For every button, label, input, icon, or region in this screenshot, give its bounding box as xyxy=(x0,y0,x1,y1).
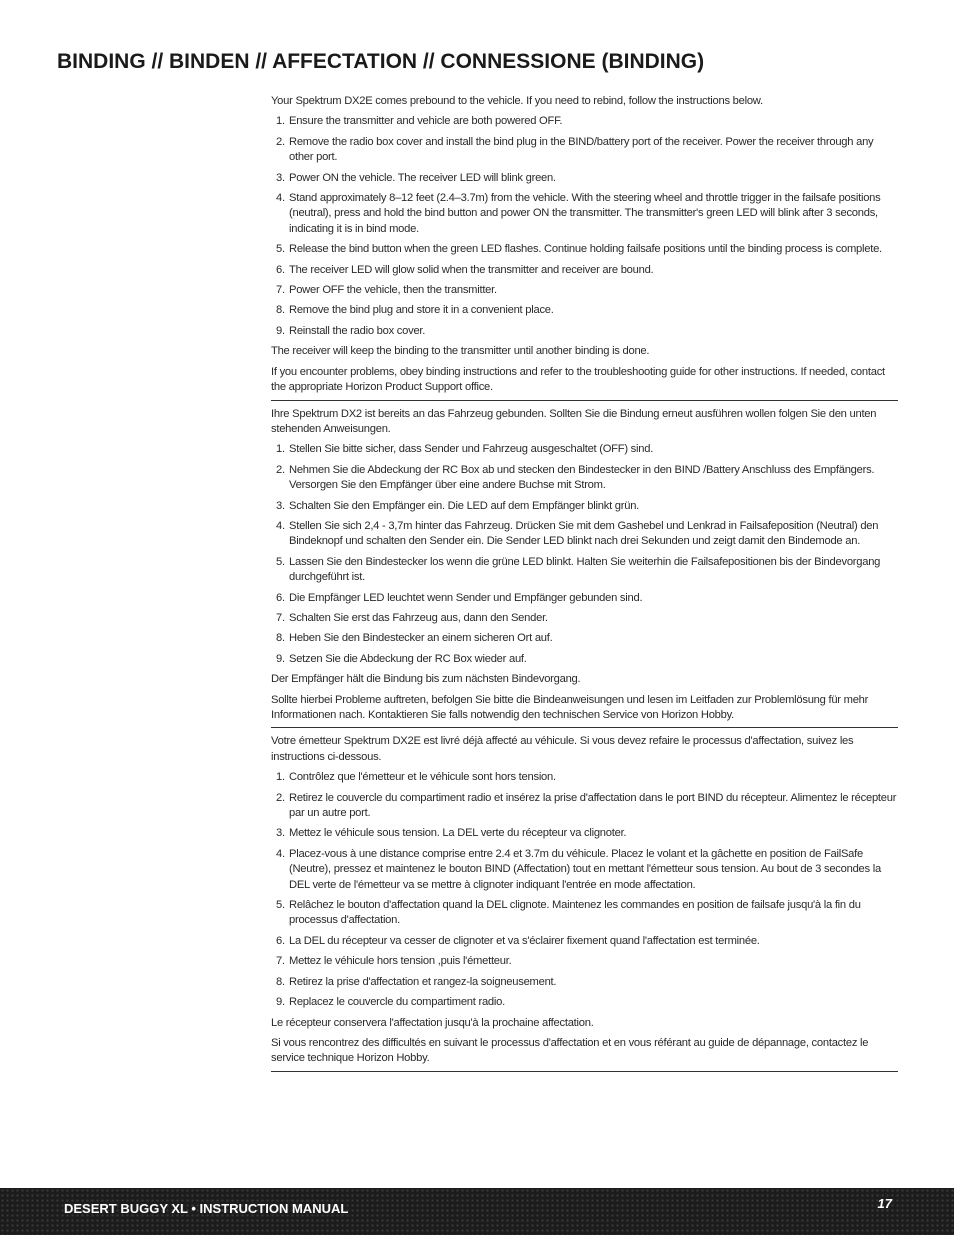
step-text: Power ON the vehicle. The receiver LED will blink green. xyxy=(289,171,556,184)
list-item xyxy=(271,442,898,457)
step-number: 5. xyxy=(276,555,285,568)
note-paragraph: Si vous rencontrez des difficultés en suivant le processus d'affectation et en vous référant au guide de dépannage, contactez le service technique Horizon Hobby. xyxy=(271,1036,869,1065)
list-item xyxy=(271,770,898,785)
step-number: 7. xyxy=(276,284,285,297)
list-item xyxy=(271,324,898,339)
list-item xyxy=(271,499,898,514)
step-text: Retirez le couvercle du compartiment radio et insérez la prise d'affectation dans le port BIND du récepteur. Alimentez le récepteur par un autre port. xyxy=(289,791,897,820)
intro-paragraph: Your Spektrum DX2E comes prebound to the vehicle. If you need to rebind, follow the instructions below. xyxy=(271,95,763,107)
list-item xyxy=(271,242,898,257)
step-text: Release the bind button when the green LED flashes. Continue holding failsafe positions until the binding process is complete. xyxy=(289,243,882,256)
step-text: Heben Sie den Bindestecker an einem sicheren Ort auf. xyxy=(289,632,553,645)
step-text: Remove the bind plug and store it in a convenient place. xyxy=(289,304,554,317)
step-text: Stand approximately 8–12 feet (2.4–3.7m) from the vehicle. With the steering wheel and throttle trigger in the failsafe positions (neutral), press and hold the bind button and power ON the transmitter. The transmitter's green LED will blink after 3 seconds, indicating it is in bind mode. xyxy=(289,192,881,235)
step-number: 1. xyxy=(276,771,285,784)
step-text: The receiver LED will glow solid when the transmitter and receiver are bound. xyxy=(289,263,654,276)
list-item xyxy=(271,263,898,278)
section-french xyxy=(271,734,898,1071)
step-number: 4. xyxy=(276,519,285,532)
note-paragraph: Le récepteur conservera l'affectation jusqu'à la prochaine affectation. xyxy=(271,1016,594,1029)
intro-paragraph: Ihre Spektrum DX2 ist bereits an das Fahrzeug gebunden. Sollten Sie die Bindung erneut ausführen wollen folgen Sie den unten stehenden Anweisungen. xyxy=(271,407,877,435)
list-item xyxy=(271,826,898,841)
list-item xyxy=(271,975,898,990)
list-item xyxy=(271,171,898,186)
step-text: Retirez la prise d'affectation et rangez-la soigneusement. xyxy=(289,975,557,988)
step-number: 5. xyxy=(276,899,285,912)
footer-title: DESERT BUGGY XL • INSTRUCTION MANUAL xyxy=(64,1201,349,1216)
step-number: 2. xyxy=(276,791,285,804)
step-number: 4. xyxy=(276,847,285,860)
step-text: Setzen Sie die Abdeckung der RC Box wieder auf. xyxy=(289,652,527,665)
content-column xyxy=(271,94,898,1078)
list-item xyxy=(271,283,898,298)
step-number: 3. xyxy=(276,499,285,512)
list-item xyxy=(271,591,898,606)
step-text: Stellen Sie bitte sicher, dass Sender und Fahrzeug ausgeschaltet (OFF) sind. xyxy=(289,443,654,456)
step-text: Mettez le véhicule sous tension. La DEL verte du récepteur va clignoter. xyxy=(289,827,627,840)
list-item xyxy=(271,791,898,822)
list-item xyxy=(271,631,898,646)
page-footer xyxy=(0,1188,954,1235)
step-text: Ensure the transmitter and vehicle are both powered OFF. xyxy=(289,115,563,128)
list-item xyxy=(271,652,898,667)
list-item xyxy=(271,954,898,969)
list-item xyxy=(271,191,898,237)
step-text: Placez-vous à une distance comprise entre 2.4 et 3.7m du véhicule. Placez le volant et la gâchette en position de FailSafe (Neutre), pressez et maintenez le bouton BIND (Affectation) tout en mettant l'émetteur sous tension. Au bout de 3 secondes la DEL verte de l'émetteur va se mettre à clignoter indiquant l'entrée en mode affectation. xyxy=(289,847,881,891)
step-text: Power OFF the vehicle, then the transmitter. xyxy=(289,284,497,297)
step-text: Mettez le véhicule hors tension ,puis l'émetteur. xyxy=(289,955,512,968)
list-item xyxy=(271,114,898,129)
step-number: 8. xyxy=(276,975,285,988)
step-number: 8. xyxy=(276,304,285,317)
step-number: 3. xyxy=(276,827,285,840)
step-text: Lassen Sie den Bindestecker los wenn die grüne LED blinkt. Halten Sie weiterhin die Failsafepositionen bis der Bindevorgang durchgeführt ist. xyxy=(289,555,881,584)
list-item xyxy=(271,463,898,494)
step-number: 7. xyxy=(276,611,285,624)
step-text: Schalten Sie erst das Fahrzeug aus, dann den Sender. xyxy=(289,611,548,624)
steps-list xyxy=(271,442,898,667)
list-item xyxy=(271,519,898,550)
step-number: 2. xyxy=(276,463,285,476)
step-number: 6. xyxy=(276,263,285,276)
steps-list xyxy=(271,770,898,1010)
step-number: 9. xyxy=(276,324,285,337)
step-number: 9. xyxy=(276,652,285,665)
step-number: 8. xyxy=(276,632,285,645)
page-number: 17 xyxy=(877,1196,892,1211)
intro-paragraph: Votre émetteur Spektrum DX2E est livré déjà affecté au véhicule. Si vous devez refaire le processus d'affectation, suivez les instructions ci-dessous. xyxy=(271,735,854,763)
section-english xyxy=(271,94,898,401)
step-text: Die Empfänger LED leuchtet wenn Sender und Empfänger gebunden sind. xyxy=(289,591,643,604)
list-item xyxy=(271,135,898,166)
step-text: Schalten Sie den Empfänger ein. Die LED auf dem Empfänger blinkt grün. xyxy=(289,499,640,512)
step-number: 4. xyxy=(276,192,285,205)
list-item xyxy=(271,995,898,1010)
step-number: 3. xyxy=(276,171,285,184)
list-item xyxy=(271,555,898,586)
step-number: 2. xyxy=(276,135,285,148)
step-text: Reinstall the radio box cover. xyxy=(289,324,426,337)
step-number: 9. xyxy=(276,996,285,1009)
list-item xyxy=(271,898,898,929)
list-item xyxy=(271,303,898,318)
list-item xyxy=(271,611,898,626)
step-text: Stellen Sie sich 2,4 - 3,7m hinter das Fahrzeug. Drücken Sie mit dem Gashebel und Lenkrad in Failsafeposition (Neutral) den Bindeknopf und schalten den Sender ein. Die Sender LED blinkt nach drei Sekunden und zeigt damit den Bindemode an. xyxy=(289,519,879,548)
note-paragraph: If you encounter problems, obey binding instructions and refer to the troubleshooting guide for other instructions. If needed, contact the appropriate Horizon Product Support office. xyxy=(271,365,885,394)
step-number: 6. xyxy=(276,591,285,604)
section-german xyxy=(271,407,898,729)
note-paragraph: The receiver will keep the binding to the transmitter until another binding is done. xyxy=(271,345,650,358)
step-text: Replacez le couvercle du compartiment radio. xyxy=(289,996,505,1009)
step-text: Contrôlez que l'émetteur et le véhicule sont hors tension. xyxy=(289,771,556,784)
note-paragraph: Sollte hierbei Probleme auftreten, befolgen Sie bitte die Bindeanweisungen und lesen im Leitfaden zur Problemlösung für mehr Informationen nach. Kontaktieren Sie falls notwendig den technischen Service von Horizon Hobby. xyxy=(271,693,869,721)
note-paragraph: Der Empfänger hält die Bindung bis zum nächsten Bindevorgang. xyxy=(271,673,581,686)
list-item xyxy=(271,934,898,949)
step-number: 7. xyxy=(276,955,285,968)
step-text: La DEL du récepteur va cesser de clignoter et va s'éclairer fixement quand l'affectation est terminée. xyxy=(289,934,760,947)
step-number: 1. xyxy=(276,115,285,128)
step-number: 5. xyxy=(276,243,285,256)
step-text: Remove the radio box cover and install the bind plug in the BIND/battery port of the receiver. Power the receiver through any other port. xyxy=(289,135,874,164)
step-number: 1. xyxy=(276,443,285,456)
list-item xyxy=(271,847,898,893)
step-text: Nehmen Sie die Abdeckung der RC Box ab und stecken den Bindestecker in den BIND /Battery Anschluss des Empfängers. Versorgen Sie den Empfänger über eine andere Buchse mit Strom. xyxy=(289,463,875,492)
step-text: Relâchez le bouton d'affectation quand la DEL clignote. Maintenez les commandes en position de failsafe jusqu'à la fin du processus d'affectation. xyxy=(289,899,861,927)
page-title: BINDING // BINDEN // AFFECTATION // CONNESSIONE (BINDING) xyxy=(57,50,705,73)
steps-list xyxy=(271,114,898,339)
step-number: 6. xyxy=(276,934,285,947)
